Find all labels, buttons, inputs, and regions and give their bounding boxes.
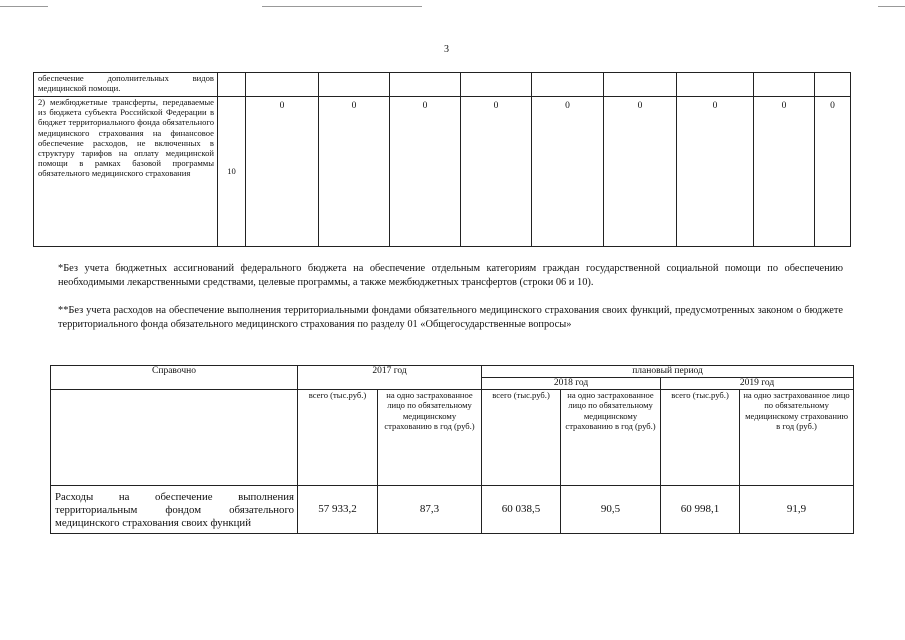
row-label: Расходы на обеспечение выполнения территориальным фондом обязательного медицинского страхования своих функций — [51, 486, 298, 534]
page-number: 3 — [444, 44, 449, 55]
value-cell: 87,3 — [378, 486, 482, 534]
header-empty — [51, 390, 298, 486]
budget-transfers-table — [33, 72, 851, 247]
reference-expenses-table — [50, 365, 854, 534]
table-cell — [604, 73, 677, 97]
value-cell: 0 — [390, 97, 461, 247]
header-row — [51, 366, 854, 378]
footnote-2: **Без учета расходов на обеспечение выполнения территориальными фондами обязательного медицинского страхования своих функций, предусмотренных законом о бюджете территориального фонда обязательного медицинского страхования по разделу 01 «Общегосударственные вопросы» — [58, 305, 843, 330]
col-total-2017: всего (тыс.руб.) — [298, 390, 378, 486]
footnote-1: *Без учета бюджетных ассигнований федерального бюджета на обеспечение отдельным категориям граждан государственной социальной помощи по обеспечению необходимыми лекарственными средствами, целевые программы, а также межбюджетных трансфертов (строки 06 и 10). — [58, 263, 843, 288]
table-cell — [461, 73, 532, 97]
table-cell — [319, 73, 390, 97]
col-per-person-2017: на одно застрахованное лицо по обязательному медицинскому страхованию в год (руб.) — [378, 390, 482, 486]
col-per-person-2018: на одно застрахованное лицо по обязательному медицинскому страхованию в год (руб.) — [561, 390, 661, 486]
table-cell — [218, 73, 246, 97]
col-total-2018: всего (тыс.руб.) — [482, 390, 561, 486]
value-cell: 0 — [677, 97, 754, 247]
table-cell — [246, 73, 319, 97]
col-total-2019: всего (тыс.руб.) — [661, 390, 740, 486]
table-cell — [532, 73, 604, 97]
value-cell: 0 — [319, 97, 390, 247]
value-cell: 0 — [246, 97, 319, 247]
table-row — [34, 97, 851, 247]
header-2017: 2017 год — [298, 366, 482, 390]
value-cell: 60 038,5 — [482, 486, 561, 534]
header-row — [51, 390, 854, 486]
header-2019: 2019 год — [661, 378, 854, 390]
row-label: обеспечение дополнительных видов медицинской помощи. — [34, 73, 218, 97]
header-planning-period: плановый период — [482, 366, 854, 378]
top-rule-right — [878, 6, 905, 7]
value-cell: 57 933,2 — [298, 486, 378, 534]
table-row — [34, 73, 851, 97]
header-reference: Справочно — [51, 366, 298, 390]
value-cell: 90,5 — [561, 486, 661, 534]
top-rule-left — [0, 6, 48, 7]
value-cell: 0 — [604, 97, 677, 247]
col-per-person-2019: на одно застрахованное лицо по обязательному медицинскому страхованию в год (руб.) — [740, 390, 854, 486]
table-cell — [677, 73, 754, 97]
value-cell: 0 — [461, 97, 532, 247]
header-2018: 2018 год — [482, 378, 661, 390]
value-cell: 0 — [754, 97, 815, 247]
value-cell: 0 — [815, 97, 851, 247]
table-cell — [754, 73, 815, 97]
value-cell: 0 — [532, 97, 604, 247]
top-rule-mid — [262, 6, 422, 7]
table-cell — [815, 73, 851, 97]
row-label: 2) межбюджетные трансферты, передаваемые из бюджета субъекта Российской Федерации в бюджет территориального фонда обязательного медицинского страхования на финансовое обеспечение расходов, не включенных в структуру тарифов на оплату медицинской помощи в рамках базовой программы обязательного медицинского страхования — [34, 97, 218, 247]
value-cell: 91,9 — [740, 486, 854, 534]
value-cell: 60 998,1 — [661, 486, 740, 534]
table-row — [51, 486, 854, 534]
line-number: 10 — [218, 97, 246, 247]
table-cell — [390, 73, 461, 97]
